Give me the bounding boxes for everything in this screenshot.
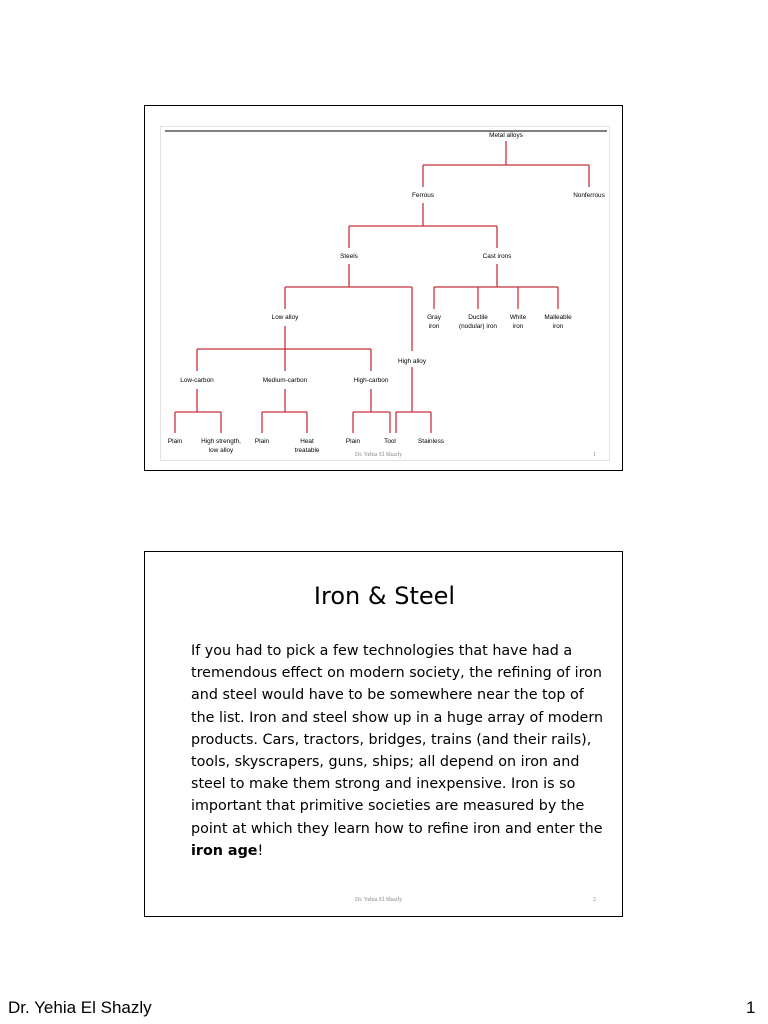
node-high-carbon: High-carbon bbox=[353, 377, 389, 384]
node-nonferrous: Nonferrous bbox=[573, 192, 605, 199]
node-white-iron-line2: iron bbox=[512, 323, 524, 330]
node-cast-irons: Cast irons bbox=[482, 253, 512, 260]
node-low-carbon: Low-carbon bbox=[180, 377, 214, 384]
slide-2-footer-number: 2 bbox=[593, 897, 596, 903]
slide-2-footer-author: Dr. Yehia El Shazly bbox=[355, 897, 403, 903]
slide-2-body-end: ! bbox=[257, 842, 264, 859]
node-medium-carbon: Medium-carbon bbox=[262, 377, 308, 384]
node-stainless: Stainless bbox=[418, 438, 444, 445]
node-hsla-line2: low alloy bbox=[208, 447, 234, 454]
node-plain-low: Plain bbox=[167, 438, 183, 445]
slide-2-body-text: If you had to pick a few technologies that have had a tremendous effect on modern society, the refining of iron and steel would have to be somewhere near the top of the list. Iron and steel show up in a huge array of modern products. Cars, tractors, bridges, trains (and their rails), tools, skyscrapers, guns, ships; all depend on iron and steel to make them strong and inexpensive. Iron is so important that primitive societies are measured by the point at which they learn how to refine iron and enter the bbox=[191, 643, 604, 837]
page-footer-author: Dr. Yehia El Shazly bbox=[8, 998, 152, 1017]
node-malleable-iron-line1: Malleable bbox=[544, 314, 572, 321]
slide-2-title: Iron & Steel bbox=[313, 582, 456, 610]
node-plain-medium: Plain bbox=[254, 438, 270, 445]
node-low-alloy: Low alloy bbox=[271, 314, 299, 321]
node-gray-iron-line2: iron bbox=[428, 323, 440, 330]
slide-2-body-bold: iron age bbox=[191, 842, 258, 859]
node-ductile-iron-line2: (nodular) iron bbox=[458, 323, 498, 330]
slide-2 bbox=[144, 551, 623, 917]
node-ferrous: Ferrous bbox=[411, 192, 435, 199]
node-tool: Tool bbox=[384, 438, 396, 445]
slide-1 bbox=[144, 105, 623, 471]
diagram-frame bbox=[160, 126, 610, 461]
node-plain-high: Plain bbox=[345, 438, 361, 445]
node-heat-treatable-line2: treatable bbox=[294, 447, 320, 454]
slide-1-footer-number: 1 bbox=[593, 452, 596, 458]
page-number: 1 bbox=[746, 998, 756, 1017]
classification-diagram bbox=[161, 127, 611, 462]
node-steels: Steels bbox=[340, 253, 358, 260]
node-metal-alloys: Metal alloys bbox=[489, 132, 523, 139]
node-gray-iron-line1: Gray bbox=[427, 314, 441, 321]
slide-2-body bbox=[191, 640, 606, 862]
node-hsla-line1: High strength, bbox=[201, 438, 241, 445]
node-malleable-iron-line2: iron bbox=[552, 323, 564, 330]
diagram-connectors bbox=[175, 141, 589, 433]
node-white-iron-line1: White bbox=[509, 314, 527, 321]
slide-1-footer-author: Dr. Yehia El Shazly bbox=[355, 452, 403, 458]
node-ductile-iron-line1: Ductile bbox=[468, 314, 488, 321]
node-heat-treatable-line1: Heat bbox=[300, 438, 314, 445]
node-high-alloy: High alloy bbox=[397, 358, 427, 365]
